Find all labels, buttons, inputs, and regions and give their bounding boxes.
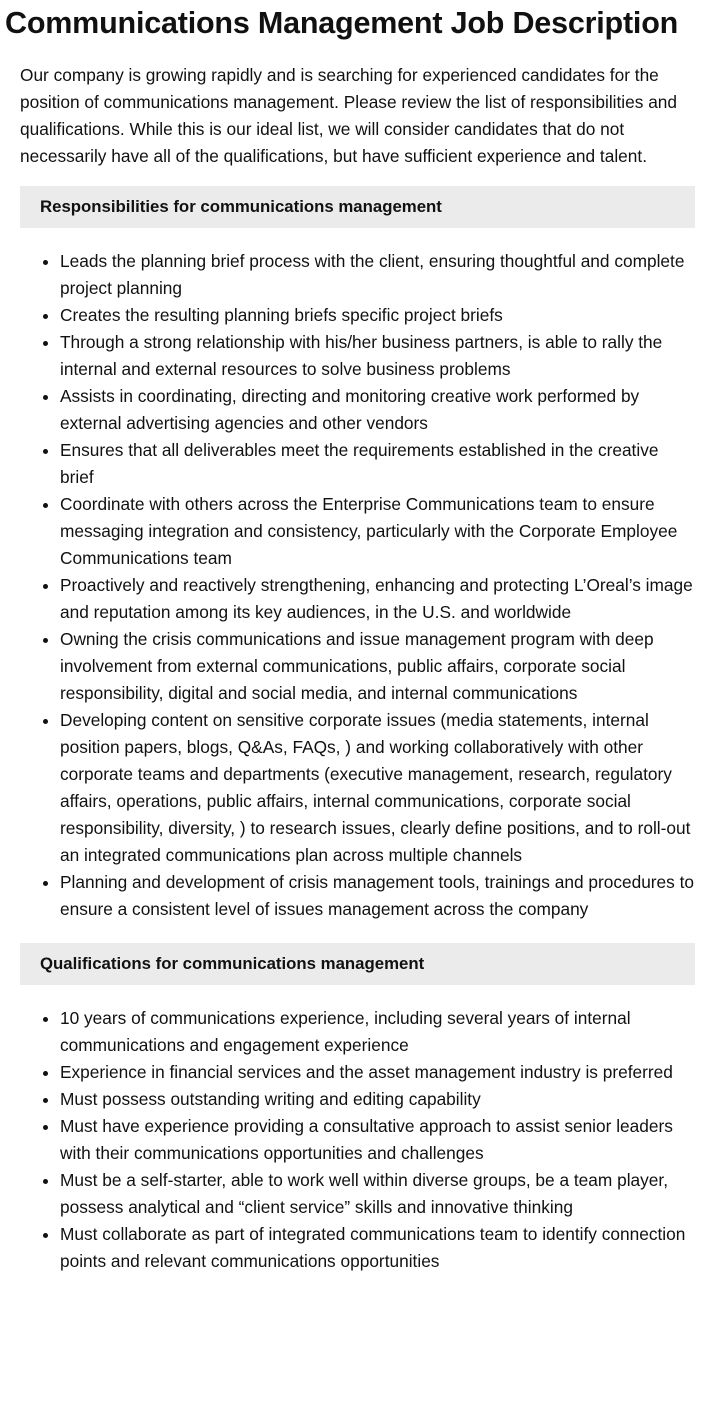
page-title: Communications Management Job Description [5,6,679,40]
intro-paragraph: Our company is growing rapidly and is searching for experienced candidates for the position of communications management. Please review the list of responsibilities and qualifications. While this is our ideal list, we will consider candidates that do not necessarily have all of the qualifications, but have sufficient experience and talent. [20,65,678,166]
list-item: • Through a strong relationship with his/her business partners, is able to rally the internal and external resources to solve business problems [60,329,695,383]
list-item: • Must have experience providing a consultative approach to assist senior leaders with their communications opportunities and challenges [60,1113,695,1167]
list-item: • Proactively and reactively strengthening, enhancing and protecting L’Oreal’s image and reputation among its key audiences, in the U.S. and worldwide [60,572,695,626]
list-item: • Must collaborate as part of integrated communications team to identify connection points and relevant communications opportunities [60,1221,695,1275]
responsibilities-list [20,248,695,923]
qualifications-list [20,1005,695,1275]
list-item: • Planning and development of crisis management tools, trainings and procedures to ensure a consistent level of issues management across the company [60,869,695,923]
list-item: • Ensures that all deliverables meet the requirements established in the creative brief [60,437,695,491]
list-item: • Assists in coordinating, directing and monitoring creative work performed by external advertising agencies and other vendors [60,383,695,437]
list-item: • Leads the planning brief process with the client, ensuring thoughtful and complete project planning [60,248,695,302]
list-item: • 10 years of communications experience, including several years of internal communications and engagement experience [60,1005,695,1059]
list-item: • Developing content on sensitive corporate issues (media statements, internal position papers, blogs, Q&As, FAQs, ) and working collaboratively with other corporate teams and departments (executive management, research, regulatory affairs, operations, public affairs, internal communications, corporate social responsibility, diversity, ) to research issues, clearly define positions, and to roll-out an integrated communications plan across multiple channels [60,707,695,869]
list-item: • Must be a self-starter, able to work well within diverse groups, be a team player, possess analytical and “client service” skills and innovative thinking [60,1167,695,1221]
list-item: • Owning the crisis communications and issue management program with deep involvement from external communications, public affairs, corporate social responsibility, digital and social media, and internal communications [60,626,695,707]
qualifications-heading: Qualifications for communications management [20,943,695,985]
list-item: • Creates the resulting planning briefs specific project briefs [60,302,695,329]
list-item: • Must possess outstanding writing and editing capability [60,1086,695,1113]
list-item: • Coordinate with others across the Enterprise Communications team to ensure messaging integration and consistency, particularly with the Corporate Employee Communications team [60,491,695,572]
responsibilities-heading: Responsibilities for communications management [20,186,695,228]
list-item: • Experience in financial services and the asset management industry is preferred [60,1059,695,1086]
